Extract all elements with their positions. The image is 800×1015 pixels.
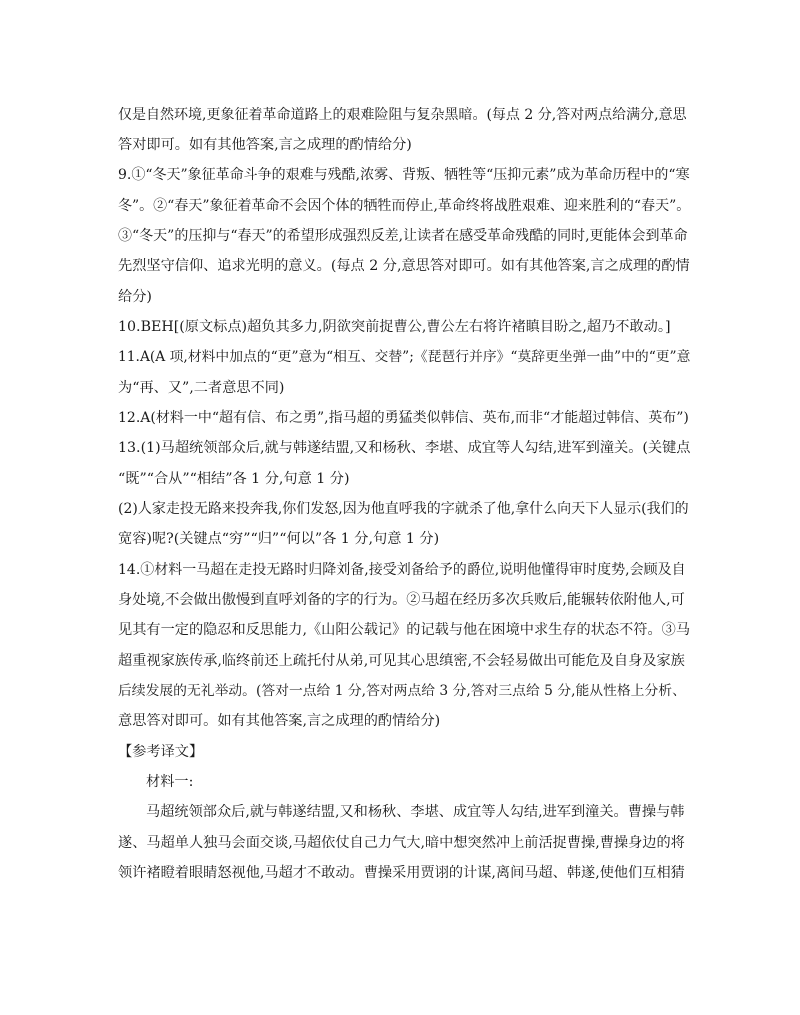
text-line: 冬”。②“春天”象征着革命不会因个体的牺牲而停止,革命终将战胜艰难、迎来胜利的“春天”。 [118, 198, 691, 214]
section-heading: 【参考译文】 [118, 744, 204, 760]
text-line: 为“再、又”,二者意思不同) [118, 380, 285, 396]
text-line: 意思答对即可。如有其他答案,言之成理的酌情给分) [118, 713, 441, 729]
text-line: 给分) [118, 289, 152, 305]
text-line: 超重视家族传承,临终前还上疏托付从弟,可见其心思缜密,不会轻易做出可能危及自身及家族 [118, 653, 685, 669]
text-line: 答对即可。如有其他答案,言之成理的酌情给分) [118, 137, 412, 153]
text-line: 身处境,不会做出傲慢到直呼刘备的字的行为。②马超在经历多次兵败后,能辗转依附他人,可 [118, 592, 685, 608]
text-line: 10.BEH[(原文标点)超负其多力,阴欲突前捉曹公,曹公左右将许褚瞋目盼之,超乃不敢动。] [118, 319, 671, 335]
text-line: 马超统领部众后,就与韩遂结盟,又和杨秋、李堪、成宜等人勾结,进军到潼关。曹操与韩 [146, 804, 685, 820]
text-line: 领许褚瞪着眼睛怒视他,马超才不敢动。曹操采用贾诩的计谋,离间马超、韩遂,使他们互相猜 [118, 865, 685, 881]
text-line: 12.A(材料一中“超有信、布之勇”,指马超的勇猛类似韩信、英布,而非“才能超过韩信、英布”) [118, 410, 689, 426]
text-line: 先烈坚守信仰、追求光明的意义。(每点 2 分,意思答对即可。如有其他答案,言之成理的酌情 [118, 258, 690, 274]
text-line: 13.(1)马超统领部众后,就与韩遂结盟,又和杨秋、李堪、成宜等人勾结,进军到潼关。(关键点 [118, 440, 691, 456]
text-line: 9.①“冬天”象征革命斗争的艰难与残酷,浓雾、背叛、牺牲等“压抑元素”成为革命历程中的“寒 [118, 167, 690, 183]
text-line: 仅是自然环境,更象征着革命道路上的艰难险阻与复杂黑暗。(每点 2 分,答对两点给满分,意思 [118, 107, 687, 123]
text-line: ③“冬天”的压抑与“春天”的希望形成强烈反差,让读者在感受革命残酷的同时,更能体会到革命 [118, 228, 688, 244]
text-line: 14.①材料一马超在走投无路时归降刘备,接受刘备给予的爵位,说明他懂得审时度势,会顾及自 [118, 562, 686, 578]
text-line: 后续发展的无礼举动。(答对一点给 1 分,答对两点给 3 分,答对三点给 5 分,能从性格上分析、 [118, 683, 686, 699]
text-line: 见其有一定的隐忍和反思能力,《山阳公载记》的记载与他在困境中求生存的状态不符。③马 [118, 622, 691, 638]
text-line: 11.A(A 项,材料中加点的“更”意为“相互、交替”;《琵琶行并序》“莫辞更坐弹一曲”中的“更”意 [118, 349, 691, 365]
text-line: (2)人家走投无路来投奔我,你们发怒,因为他直呼我的字就杀了他,拿什么向天下人显示(我们的 [118, 501, 689, 517]
text-line: 遂、马超单人独马会面交谈,马超依仗自己力气大,暗中想突然冲上前活捉曹操,曹操身边的将 [118, 835, 685, 851]
text-line: “既”“合从”“相结”各 1 分,句意 1 分) [118, 471, 350, 487]
text-line: 宽容)呢?(关键点“穷”“归”“何以”各 1 分,句意 1 分) [118, 531, 440, 547]
subsection-label: 材料一: [146, 774, 194, 790]
